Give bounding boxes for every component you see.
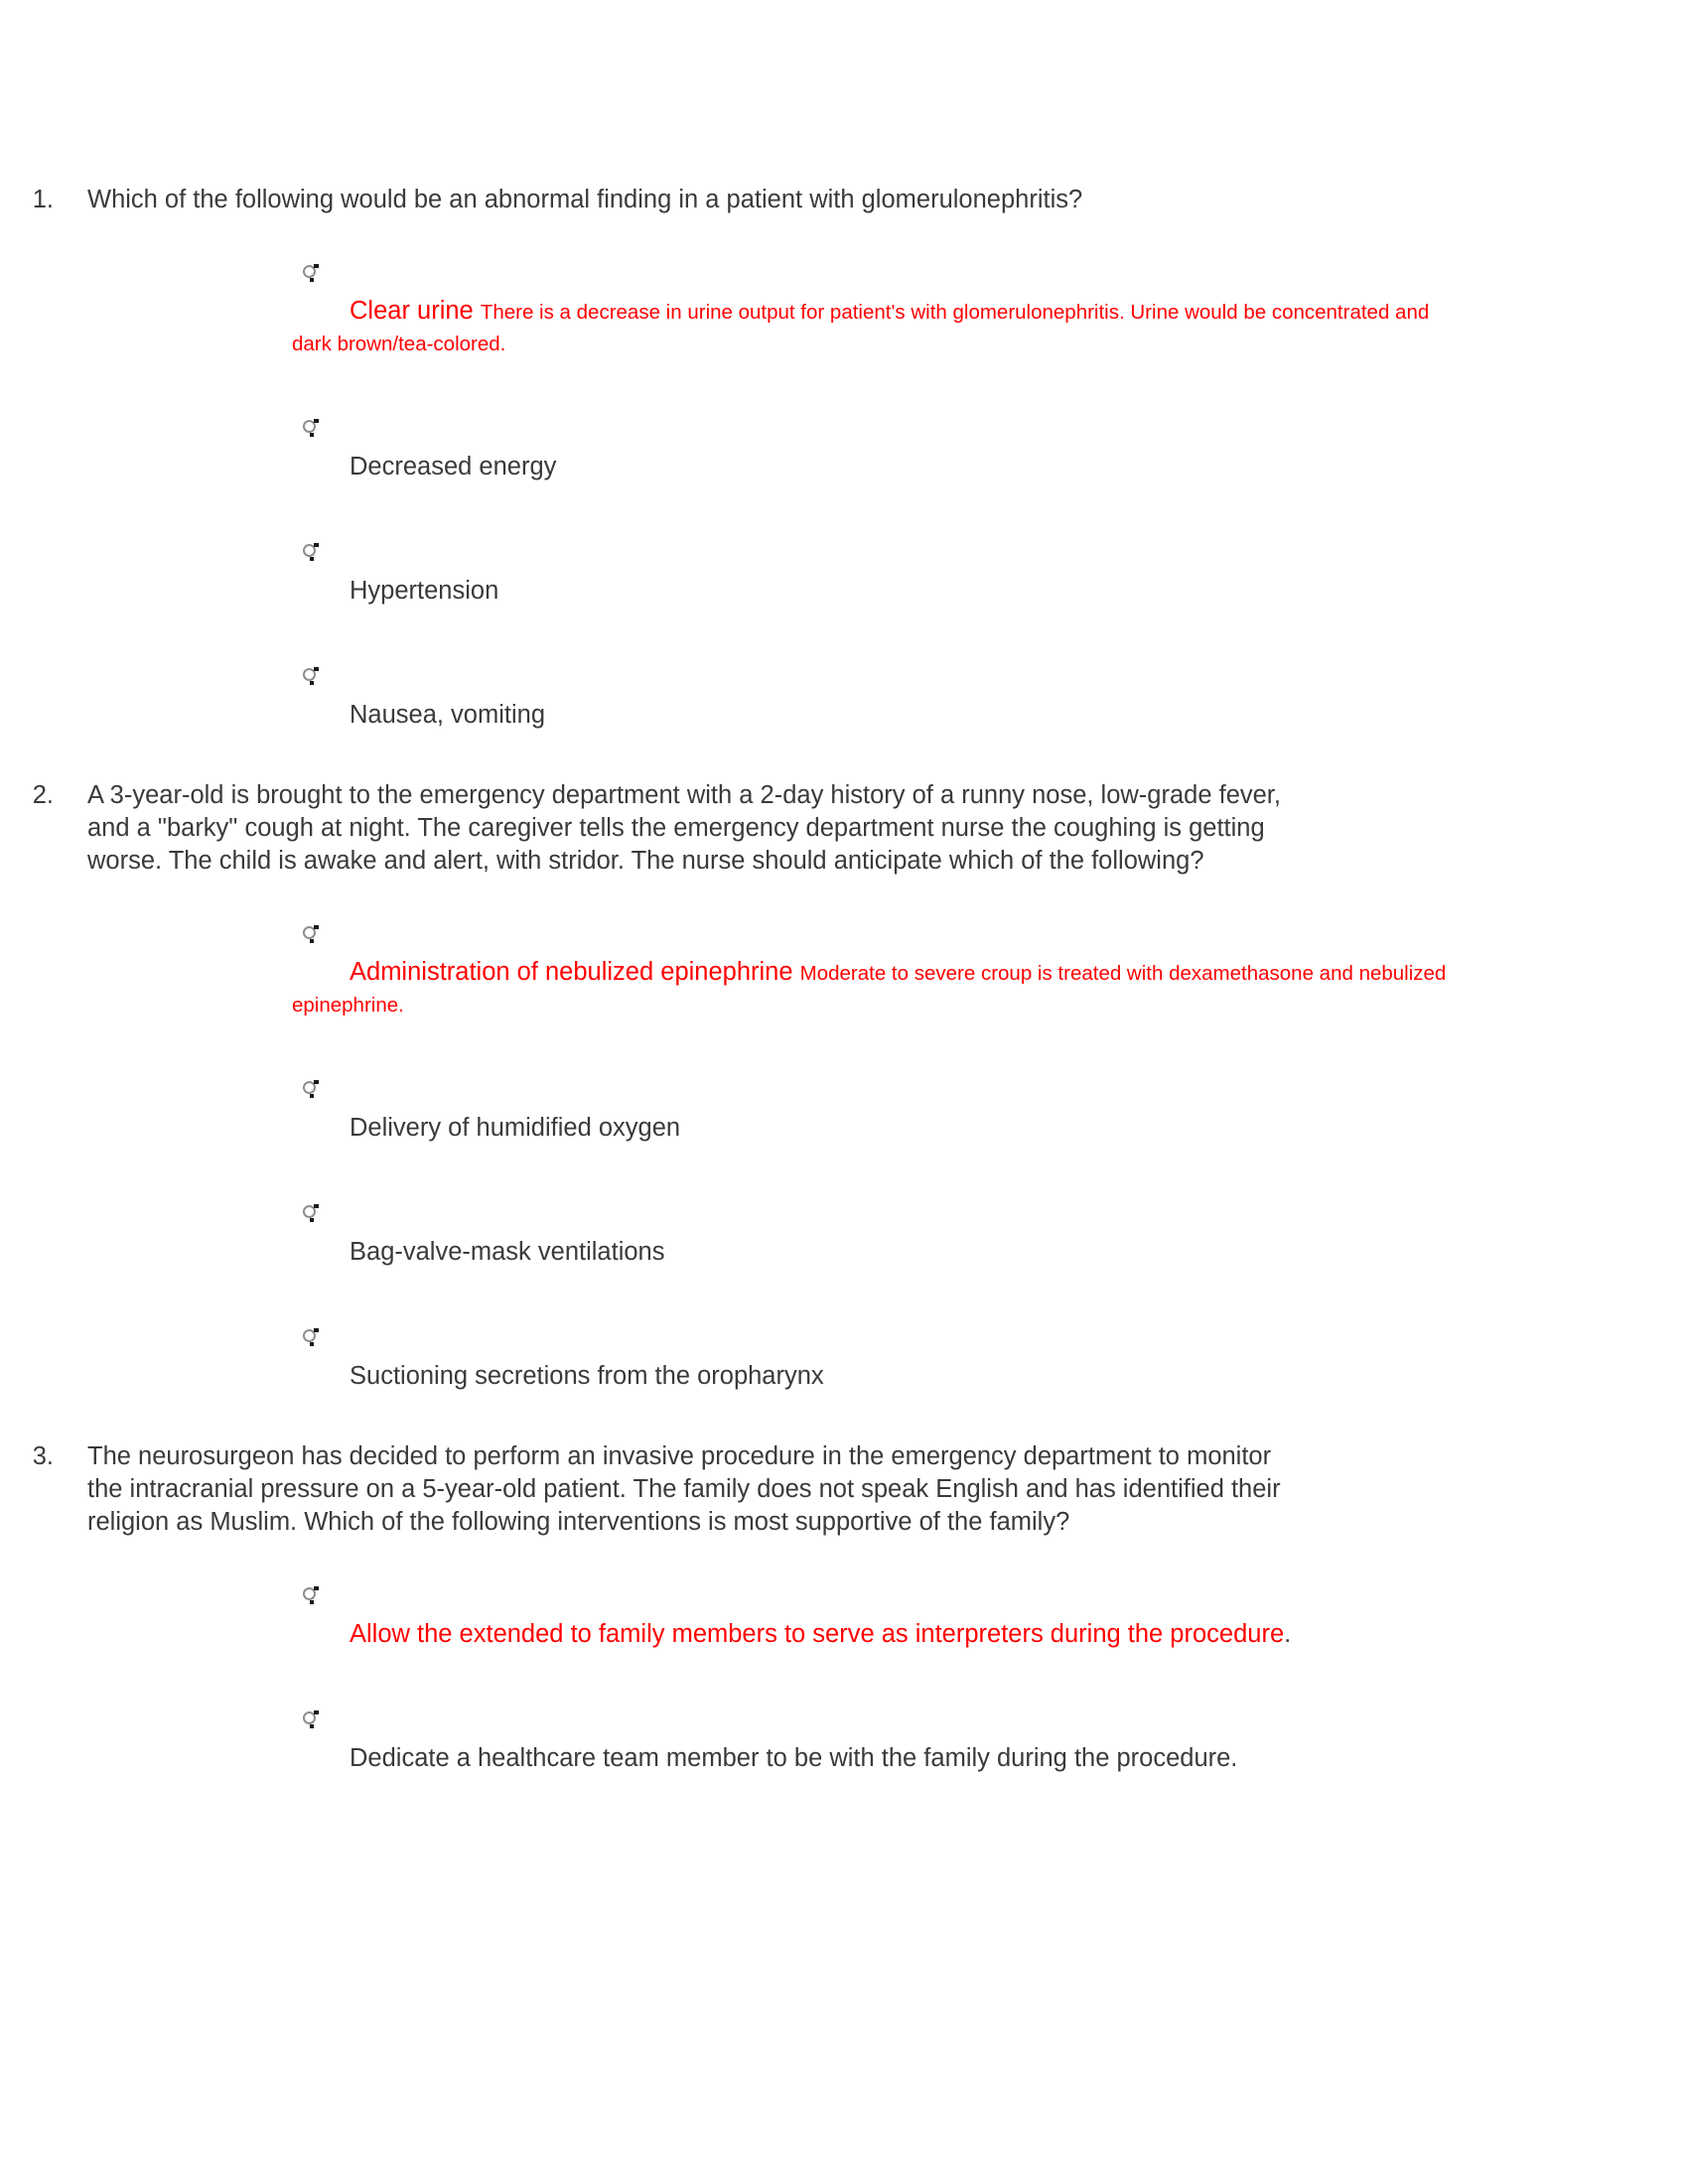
question-number: 3. [32,1442,54,1470]
question-stem: A 3-year-old is brought to the emergency department with a 2-day history of a runny nose, low-grade fever, and a "barky" cough at night. The caregiver tells the emergency department nurse the coughing is getting worse. The child is awake and alert, with stridor. The nurse should anticipate which of the following? [87,781,1281,875]
answer-label: Allow the extended to family members to serve as interpreters during the procedure [350,1620,1285,1648]
spacer [0,216,1688,250]
question-stem-row [0,1440,1688,1539]
radio-mark-bottom-right [310,681,314,685]
option-item[interactable] [0,1314,1688,1393]
question-stem-row [0,779,1688,878]
option-radio-row[interactable] [0,1066,1688,1112]
spacer [0,608,1688,653]
radio-button-unchecked-icon[interactable] [302,1204,319,1222]
option-label: Dedicate a healthcare team member to be with the family during the procedure. [350,1744,1238,1772]
option-list [0,250,1688,732]
question-stem: The neurosurgeon has decided to perform an invasive procedure in the emergency department to monitor the intracranial pressure on a 5-year-old patient. The family does not speak English and has identified their religion as Muslim. Which of the following interventions is most supportive of the family? [87,1442,1281,1536]
radio-mark-top-right [314,1586,319,1590]
radio-button-unchecked-icon[interactable] [302,1586,319,1604]
radio-mark-top-right [314,264,319,268]
option-radio-row[interactable] [0,911,1688,957]
radio-button-unchecked-icon[interactable] [302,1328,319,1346]
radio-mark-top-right [314,1328,319,1332]
option-radio-row[interactable] [0,1190,1688,1236]
option-item[interactable] [0,911,1688,1021]
radio-mark-top-right [314,1710,319,1714]
spacer [0,1269,1688,1314]
question-item [0,779,1688,1393]
option-radio-row[interactable] [0,405,1688,451]
question-item [0,184,1688,732]
radio-button-unchecked-icon[interactable] [302,925,319,943]
radio-button-unchecked-icon[interactable] [302,419,319,437]
option-item[interactable] [0,1697,1688,1775]
option-item[interactable] [0,405,1688,483]
radio-mark-top-right [314,925,319,929]
option-item[interactable] [0,1572,1688,1651]
radio-mark-top-right [314,667,319,671]
question-stem-row [0,184,1688,216]
spacer [0,1539,1688,1572]
spacer [0,878,1688,911]
question-item [0,1440,1688,1775]
radio-button-unchecked-icon[interactable] [302,264,319,282]
option-item[interactable] [0,1066,1688,1145]
option-radio-row[interactable] [0,1572,1688,1618]
answer-trailing-period: . [1284,1620,1292,1648]
top-margin [0,0,1688,184]
answer-rationale: There is a decrease in urine output for patient's with glomerulonephritis. Urine would be concentrated and dark brown/tea-colored. [292,301,1430,355]
option-radio-row[interactable] [0,1697,1688,1742]
radio-button-unchecked-icon[interactable] [302,543,319,561]
option-label: Nausea, vomiting [350,701,546,729]
option-label: Bag-valve-mask ventilations [350,1238,665,1266]
radio-mark-bottom-right [310,433,314,437]
option-radio-row[interactable] [0,1314,1688,1360]
option-label: Suctioning secretions from the oropharynx [350,1362,824,1390]
option-item[interactable] [0,653,1688,732]
option-label-correct [0,1618,1464,1651]
answer-rationale: Moderate to severe croup is treated with dexamethasone and nebulized epinephrine. [292,962,1447,1017]
answer-label: Administration of nebulized epinephrine [350,958,800,986]
spacer [0,1021,1688,1066]
radio-mark-bottom-right [310,1724,314,1728]
radio-mark-bottom-right [310,1600,314,1604]
spacer [0,359,1688,405]
option-item[interactable] [0,250,1688,359]
radio-button-unchecked-icon[interactable] [302,1080,319,1098]
radio-mark-top-right [314,543,319,547]
option-label-correct [0,957,1464,1021]
option-radio-row[interactable] [0,653,1688,699]
radio-mark-bottom-right [310,939,314,943]
answer-label: Clear urine [350,297,481,325]
option-item[interactable] [0,529,1688,608]
radio-button-unchecked-icon[interactable] [302,667,319,685]
question-stem: Which of the following would be an abnormal finding in a patient with glomerulonephritis? [87,186,1083,213]
option-label: Decreased energy [350,453,557,480]
question-list [0,184,1688,1775]
option-label: Delivery of humidified oxygen [350,1114,681,1142]
radio-mark-bottom-right [310,1094,314,1098]
spacer [0,732,1688,779]
radio-mark-bottom-right [310,278,314,282]
radio-mark-bottom-right [310,1342,314,1346]
option-label: Hypertension [350,577,499,605]
radio-mark-top-right [314,1204,319,1208]
spacer [0,1651,1688,1697]
radio-mark-bottom-right [310,557,314,561]
option-label-correct [0,296,1464,359]
option-radio-row[interactable] [0,250,1688,296]
radio-button-unchecked-icon[interactable] [302,1710,319,1728]
radio-mark-top-right [314,1080,319,1084]
question-number: 2. [32,781,54,809]
spacer [0,1393,1688,1440]
option-radio-row[interactable] [0,529,1688,575]
question-number: 1. [32,186,54,213]
radio-mark-top-right [314,419,319,423]
option-item[interactable] [0,1190,1688,1269]
option-list [0,1572,1688,1775]
option-list [0,911,1688,1393]
radio-mark-bottom-right [310,1218,314,1222]
spacer [0,483,1688,529]
spacer [0,1145,1688,1190]
